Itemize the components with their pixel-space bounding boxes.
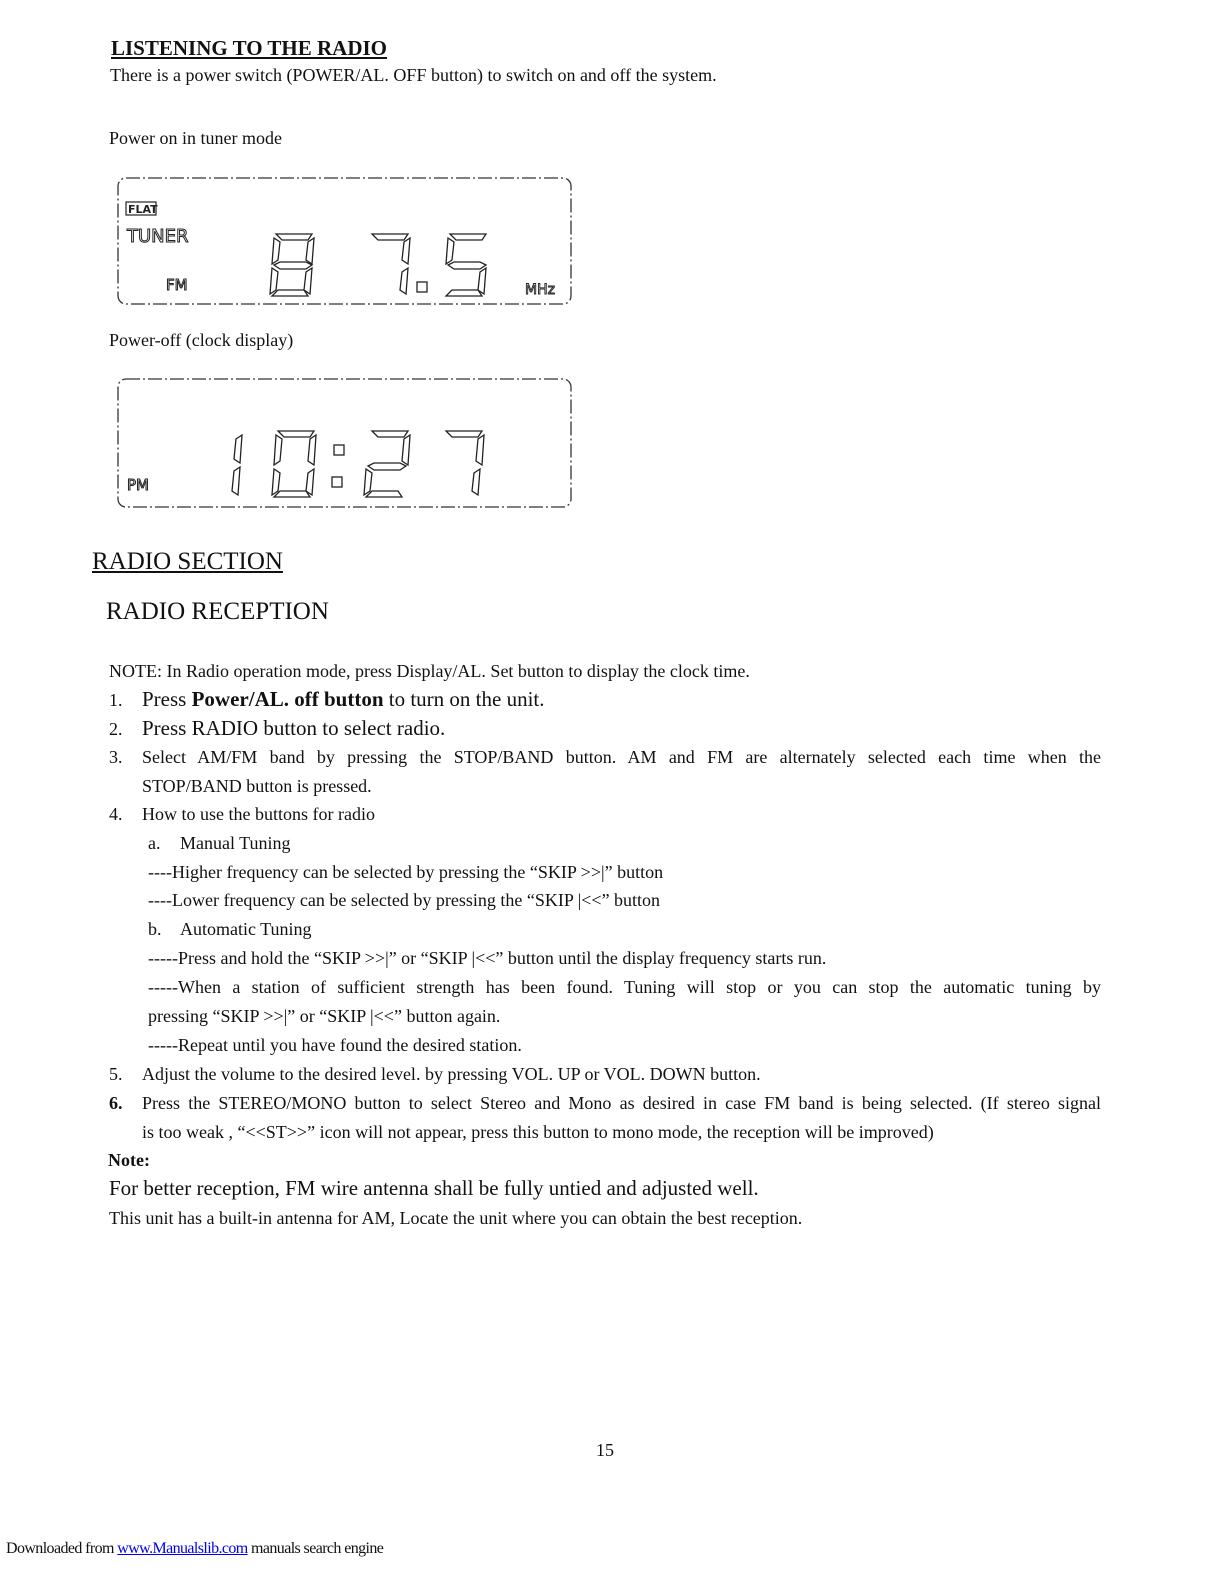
digit-8 [270, 234, 314, 296]
step-2: Press RADIO button to select radio. [142, 716, 446, 740]
substep-b-line3: -----Repeat until you have found the desired station. [148, 1035, 522, 1055]
step-1-bold: Power/AL. off button [191, 687, 384, 711]
step-4: How to use the buttons for radio [142, 804, 375, 824]
step-3-number: 3. [109, 747, 123, 767]
substep-b-line2a: -----When a station of sufficient strength has been found. Tuning will stop or you can stop the automatic tuning by [148, 977, 1101, 997]
step-5: Adjust the volume to the desired level. by pressing VOL. UP or VOL. DOWN button. [142, 1064, 761, 1084]
substep-b-title: Automatic Tuning [180, 919, 312, 939]
caption-clock: Power-off (clock display) [109, 330, 294, 350]
digit-2 [364, 431, 410, 497]
substep-a-line2: ----Lower frequency can be selected by pressing the “SKIP |<<” button [148, 890, 661, 910]
band-label: FM [166, 276, 188, 294]
step-3-line2: STOP/BAND button is pressed. [142, 776, 372, 796]
note-label: Note: [108, 1150, 150, 1170]
step-6-line2: is too weak , “<<ST>>” icon will not appear, press this button to mono mode, the reception will be improved) [142, 1122, 934, 1142]
substep-b-line1: -----Press and hold the “SKIP >>|” or “SKIP |<<” button until the display frequency starts run. [148, 948, 827, 968]
substep-a-line1: ----Higher frequency can be selected by pressing the “SKIP >>|” button [148, 862, 664, 882]
decimal-point [417, 282, 427, 292]
caption-tuner: Power on in tuner mode [109, 128, 282, 148]
step-3-line1: Select AM/FM band by pressing the STOP/BAND button. AM and FM are alternately selected each time when the [142, 747, 1101, 767]
colon-bottom [332, 477, 342, 487]
digit-7b [446, 431, 484, 495]
step-1-post: to turn on the unit. [383, 687, 545, 711]
substep-a-title: Manual Tuning [180, 833, 291, 853]
digit-1 [232, 435, 242, 495]
note-line2: This unit has a built-in antenna for AM, Locate the unit where you can obtain the best reception. [109, 1208, 803, 1228]
tuner-label: TUNER [127, 226, 189, 247]
step-4-number: 4. [109, 804, 123, 824]
digit-7 [372, 234, 410, 294]
section-heading: RADIO SECTION [92, 548, 283, 575]
intro-text: There is a power switch (POWER/AL. OFF button) to switch on and off the system. [110, 65, 717, 85]
digit-5 [446, 234, 486, 296]
footer-prefix: Downloaded from [6, 1540, 118, 1557]
lcd-clock-display [116, 377, 574, 511]
note-line1: For better reception, FM wire antenna shall be fully untied and adjusted well. [109, 1176, 759, 1200]
pm-label: PM [127, 476, 149, 494]
step-6-line1: Press the STEREO/MONO button to select Stereo and Mono as desired in case FM band is being selected. (If stereo signal [142, 1093, 1101, 1113]
footer [6, 1540, 383, 1558]
step-1-pre: Press [142, 687, 192, 711]
step-1 [142, 686, 545, 712]
page-heading: LISTENING TO THE RADIO [111, 36, 388, 60]
flat-label: FLAT [128, 203, 158, 216]
substep-b-label: b. [148, 919, 162, 939]
substep-b-line2b: pressing “SKIP >>|” or “SKIP |<<” button again. [148, 1006, 501, 1026]
lcd-tuner-display [116, 176, 574, 308]
step-2-number: 2. [109, 719, 123, 739]
substep-a-label: a. [148, 833, 161, 853]
unit-label: MHz [525, 282, 555, 298]
page-number: 15 [596, 1440, 614, 1460]
step-1-number: 1. [109, 690, 123, 710]
step-6-number: 6. [109, 1093, 123, 1113]
note-top: NOTE: In Radio operation mode, press Display/AL. Set button to display the clock time. [109, 661, 750, 681]
step-5-number: 5. [109, 1064, 123, 1084]
digit-0 [272, 431, 316, 497]
section-subheading: RADIO RECEPTION [106, 598, 329, 625]
manualslib-link[interactable]: www.Manualslib.com [117, 1540, 248, 1557]
colon-top [334, 445, 344, 455]
footer-suffix: manuals search engine [247, 1540, 384, 1557]
